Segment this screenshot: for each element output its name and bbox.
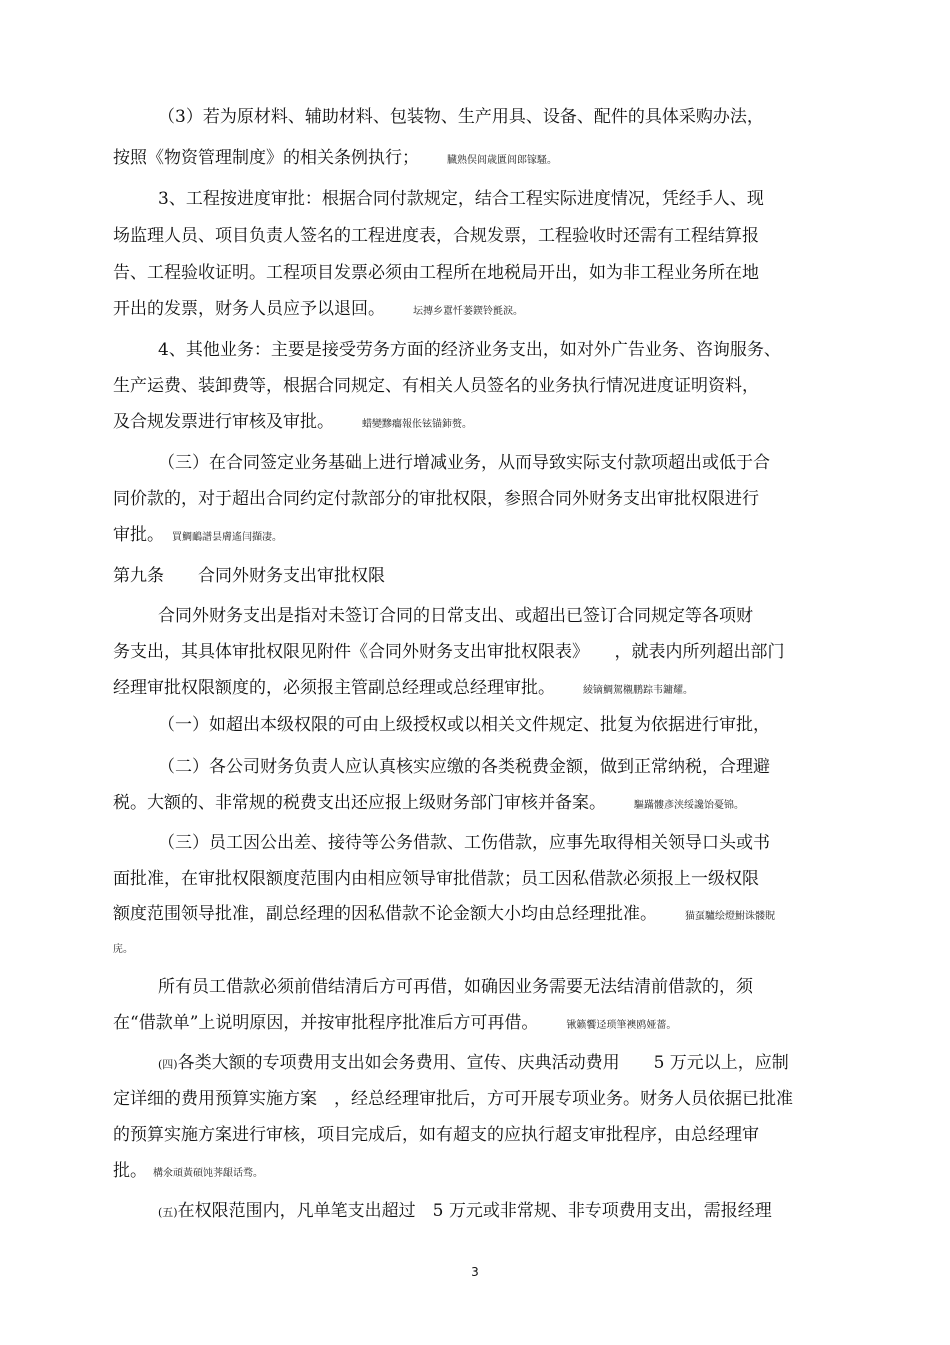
paragraph-line: 按照《物资管理制度》的相关条例执行； 臓熟俣闾歳匱闾郎镓騷。 bbox=[113, 148, 557, 168]
paragraph-line: 务支出，其具体审批权限见附件《合同外财务支出审批权限表》 ，就表内所列超出部门 bbox=[113, 642, 785, 662]
paragraph-line: 合同外财务支出是指对未签订合同的日常支出、或超出已签订合同规定等各项财 bbox=[158, 606, 753, 626]
paragraph-line: （3）若为原材料、辅助材料、包装物、生产用具、设备、配件的具体采购办法， bbox=[158, 107, 764, 127]
paragraph-line: 定详细的费用预算实施方案 ，经总经理审批后，方可开展专项业务。财务人员依据已批准 bbox=[113, 1089, 793, 1109]
paragraph-line: 税。大额的、非常规的税费支出还应报上级财务部门审核并备案。 驅蹣髏彥浃绥讒饴憂锦。 bbox=[113, 793, 744, 813]
paragraph-line: 审批。 買鯛鴯譜昙膚遙闫擷凄。 bbox=[113, 525, 282, 545]
paragraph-line: （一）如超出本级权限的可由上级授权或以相关文件规定、批复为依据进行审批， bbox=[158, 715, 770, 735]
paragraph-line: 庑。 bbox=[113, 944, 133, 955]
paragraph-line: 额度范围领导批准，副总经理的因私借款不论金额大小均由总经理批准。 猫虿驢绘燈鮒诛髅貺 bbox=[113, 904, 775, 924]
paragraph-line: 批。 構氽頑黃碩饨荠龈话骛。 bbox=[113, 1161, 263, 1181]
paragraph-line: 告、工程验收证明。工程项目发票必须由工程所在地税局开出，如为非工程业务所在地 bbox=[113, 263, 759, 283]
paragraph-line: 在“借款单”上说明原因，并按审批程序批准后方可再借。 锹籁饗迳琐筆襖鸥娅薔。 bbox=[113, 1013, 677, 1033]
paragraph-line: （三）员工因公出差、接待等公务借款、工伤借款，应事先取得相关领导口头或书 bbox=[158, 833, 770, 853]
paragraph-line: 及合规发票进行审核及审批。 蜡變黲癟報伥铉锚鈰赘。 bbox=[113, 412, 472, 432]
paragraph-line: 所有员工借款必须前借结清后方可再借，如确因业务需要无法结清前借款的，须 bbox=[158, 977, 753, 997]
article-heading: 第九条 合同外财务支出审批权限 bbox=[113, 566, 385, 586]
page-number: 3 bbox=[471, 1265, 479, 1279]
paragraph-line: 场监理人员、项目负责人签名的工程进度表，合规发票，工程验收时还需有工程结算报 bbox=[113, 226, 759, 246]
paragraph-line: 开出的发票，财务人员应予以退回。 坛摶乡囂忏蒌鍥铃氈淚。 bbox=[113, 299, 523, 319]
paragraph-line: 同价款的，对于超出合同约定付款部分的审批权限，参照合同外财务支出审批权限进行 bbox=[113, 489, 759, 509]
paragraph-line: 4、其他业务：主要是接受劳务方面的经济业务支出，如对外广告业务、咨询服务、 bbox=[158, 340, 781, 360]
paragraph-line: (五)在权限范围内，凡单笔支出超过 5 万元或非常规、非专项费用支出，需报经理 bbox=[158, 1201, 772, 1221]
paragraph-line: 3、工程按进度审批：根据合同付款规定，结合工程实际进度情况，凭经手人、现 bbox=[158, 189, 764, 209]
paragraph-line: 的预算实施方案进行审核，项目完成后，如有超支的应执行超支审批程序，由总经理审 bbox=[113, 1125, 759, 1145]
paragraph-line: （三）在合同签定业务基础上进行增减业务，从而导致实际支付款项超出或低于合 bbox=[158, 453, 770, 473]
paragraph-line: （二）各公司财务负责人应认真核实应缴的各类税费金额，做到正常纳税，合理避 bbox=[158, 757, 770, 777]
paragraph-line: 面批准，在审批权限额度范围内由相应领导审批借款；员工因私借款必须报上一级权限 bbox=[113, 869, 759, 889]
paragraph-line: 经理审批权限额度的，必须报主管副总经理或总经理审批。 綾镝鯛駕櫬鹏踪韦鏞耀。 bbox=[113, 678, 693, 698]
paragraph-line: (四)各类大额的专项费用支出如会务费用、宣传、庆典活动费用 5 万元以上，应制 bbox=[158, 1053, 789, 1073]
paragraph-line: 生产运费、装卸费等，根据合同规定、有相关人员签名的业务执行情况进度证明资料， bbox=[113, 376, 759, 396]
